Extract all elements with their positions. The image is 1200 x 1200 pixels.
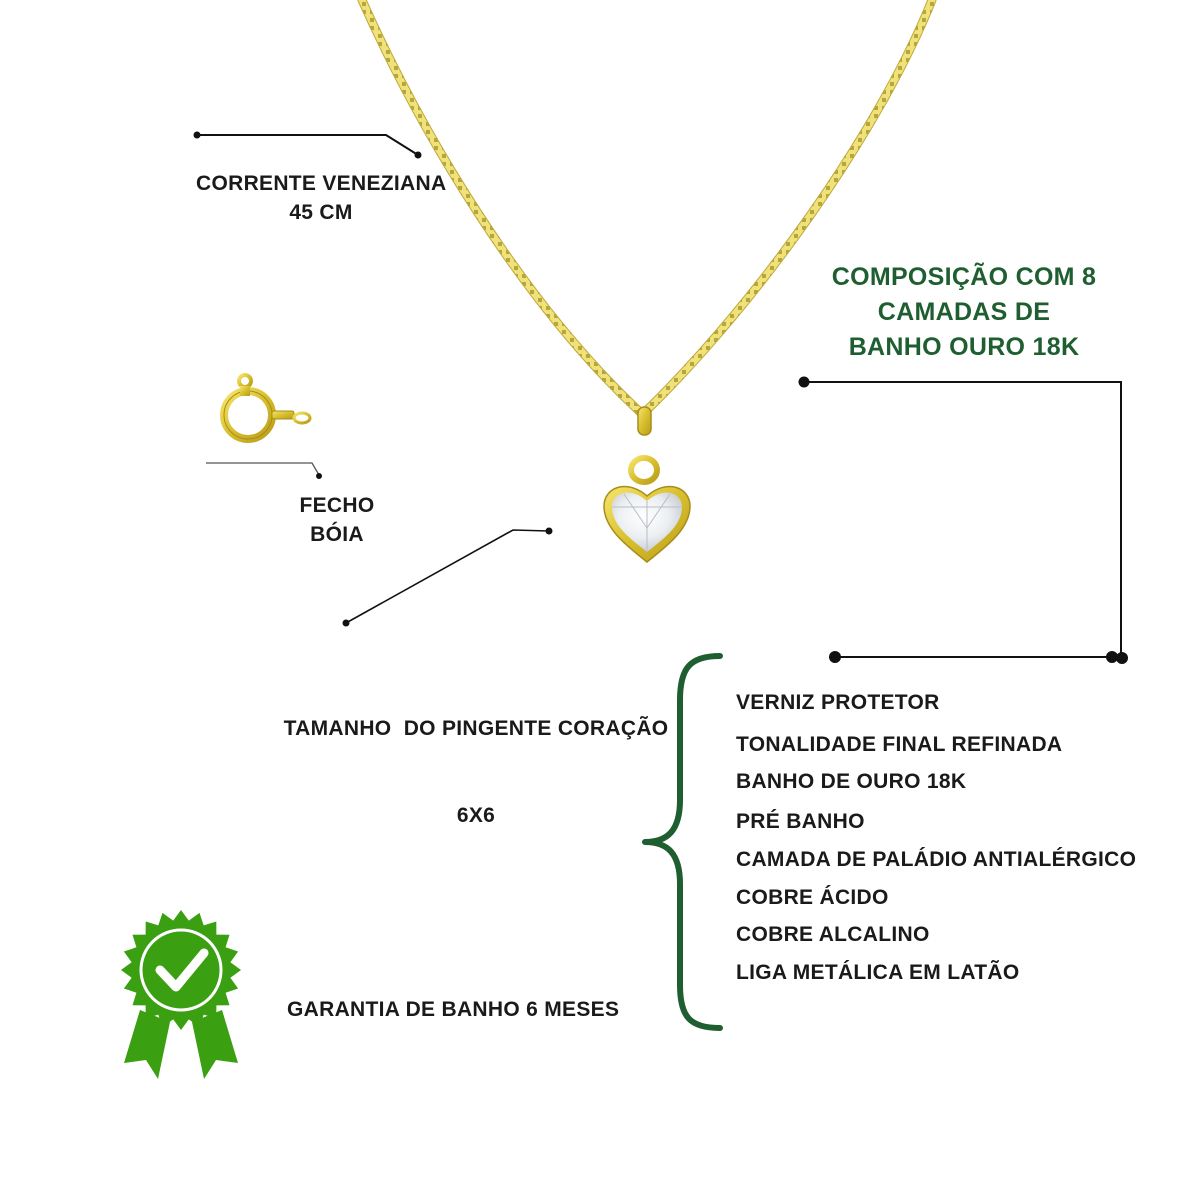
chain-label-line2: 45 CM (289, 201, 353, 224)
leader-line-chain (197, 135, 418, 155)
layer-item: LIGA METÁLICA EM LATÃO (736, 961, 1020, 984)
layer-item: COBRE ALCALINO (736, 923, 930, 946)
leader-dot (546, 528, 553, 535)
chain-label (196, 169, 446, 227)
pendant-label (276, 656, 676, 859)
layer-item: TONALIDADE FINAL REFINADA (736, 733, 1063, 756)
layer-item: BANHO DE OURO 18K (736, 770, 967, 793)
layer-item: COBRE ÁCIDO (736, 886, 889, 909)
composition-title (814, 260, 1114, 365)
layer-item: PRÉ BANHO (736, 810, 865, 833)
clasp-label (287, 491, 387, 549)
chain-label-line1: CORRENTE VENEZIANA (196, 172, 447, 195)
leader-dot (799, 377, 810, 388)
layer-item: VERNIZ PROTETOR (736, 691, 940, 714)
leader-dot (343, 620, 350, 627)
layer-item: CAMADA DE PALÁDIO ANTIALÉRGICO (736, 848, 1137, 871)
leader-line-composition (804, 382, 1121, 658)
warranty-label: GARANTIA DE BANHO 6 MESES (287, 998, 620, 1021)
leader-dot (316, 473, 322, 479)
composition-title-line2: CAMADAS DE (877, 298, 1051, 326)
composition-title-line1: COMPOSIÇÃO COM 8 (831, 263, 1097, 291)
clasp-label-line2: BÓIA (310, 523, 364, 546)
spring-ring-clasp-icon (224, 375, 310, 439)
clasp-label-line1: FECHO (299, 494, 375, 517)
heart-pendant-icon (604, 407, 690, 562)
leader-dot (1116, 652, 1128, 664)
leader-line-clasp (206, 463, 319, 475)
leader-dot (415, 152, 422, 159)
warranty-badge-icon (121, 910, 241, 1079)
pendant-label-line2: 6X6 (456, 804, 496, 827)
pendant-label-line1: TAMANHO DO PINGENTE CORAÇÃO (283, 717, 669, 740)
composition-title-line3: BANHO OURO 18K (848, 333, 1080, 361)
leader-dot (194, 132, 201, 139)
leader-dot (829, 651, 841, 663)
